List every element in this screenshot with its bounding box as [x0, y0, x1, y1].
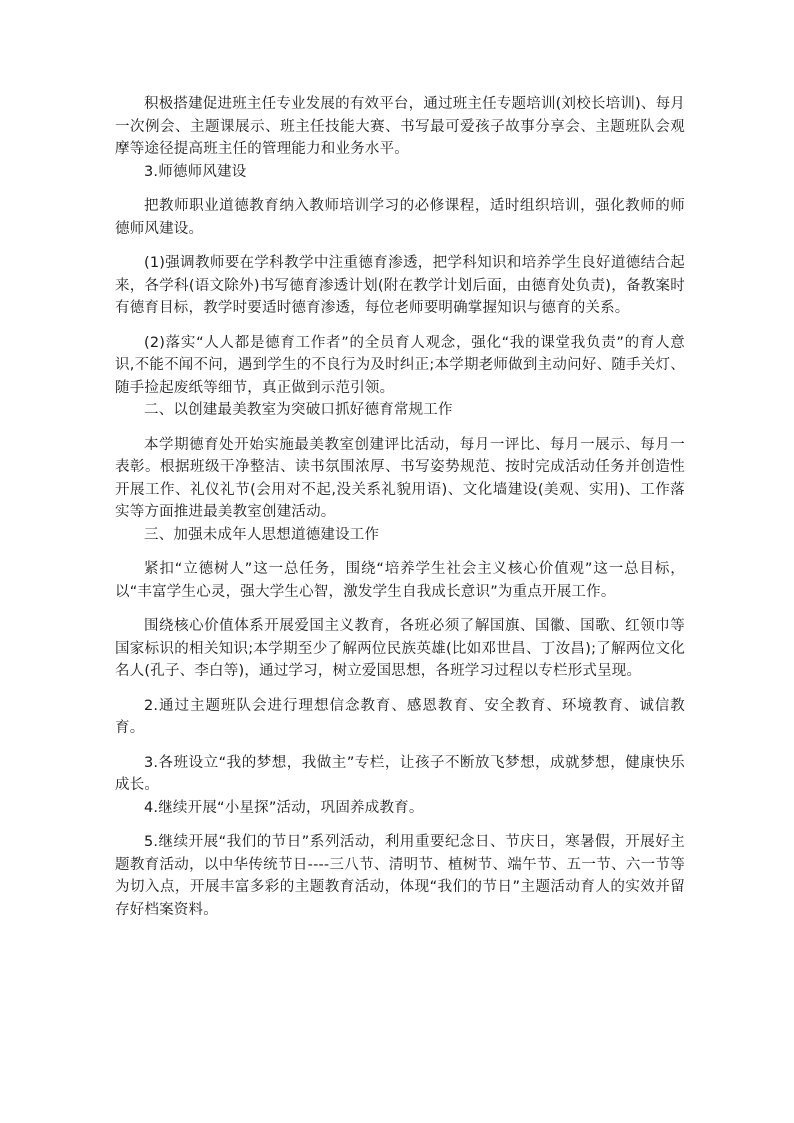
paragraph-classroom: 本学期德育处开始实施最美教室创建评比活动，每月一评比、每月一展示、每月一表彰。根据班级干净整洁、读书氛围浓厚、书写姿势规范、按时完成活动任务并创造性开展工作、礼仪礼节(会用对不起,没关系礼貌用语)、文化墙建设(美观、实用)、工作落实等方面推进最美教室创建活动。 [115, 436, 685, 520]
paragraph-item-5: 5.继续开展“我们的节日”系列活动，利用重要纪念日、节庆日，寒暑假，开展好主题教育活动，以中华传统节日----三八节、清明节、植树节、端午节、五一节、六一节等为切入点，开展丰富多彩的主题教育活动，体现“我们的节日”主题活动育人的实效并留存好档案资料。 [115, 834, 685, 918]
paragraph-item-4: 4.继续开展“小星探”活动，巩固养成教育。 [144, 799, 424, 816]
paragraph-minors-goal: 紧扣“立德树人”这一总任务，围绕“培养学生社会主义核心价值观”这一总目标，以“丰富学生心灵，强大学生心智，激发学生自我成长意识”为重点开展工作。 [115, 561, 685, 600]
paragraph-patriotism: 围绕核心价值体系开展爱国主义教育，各班必须了解国旗、国徽、国歌、红领巾等国家标识的相关知识;本学期至少了解两位民族英雄(比如邓世昌、丁汝昌);了解两位文化名人(孔子、李白等)，通过学习，树立爱国思想，各班学习过程以专栏形式呈现。 [115, 618, 685, 679]
paragraph-ethics-item-1: (1)强调教师要在学科教学中注重德育渗透，把学科知识和培养学生良好道德结合起来，各学科(语文除外)书写德育渗透计划(附在教学计划后面，由德育处负责)，备教案时有德育目标，教学时要适时德育渗透，每位老师要明确掌握知识与德育的关系。 [115, 255, 685, 316]
document-body [115, 93, 685, 921]
paragraph-item-2: 2.通过主题班队会进行理想信念教育、感恩教育、安全教育、环境教育、诚信教育。 [115, 697, 685, 736]
section-heading-ethics: 3.师德师风建设 [144, 163, 247, 180]
paragraph-ethics-training: 把教师职业道德教育纳入教师培训学习的必修课程，适时组织培训，强化教师的师德师风建设。 [115, 198, 685, 237]
paragraph-ethics-item-2: (2)落实“人人都是德育工作者”的全员育人观念，强化“我的课堂我负责”的育人意识,不能不闻不问，遇到学生的不良行为及时纠正;本学期老师做到主动问好、随手关灯、随手捡起废纸等细节，真正做到示范引领。 [115, 334, 685, 396]
section-heading-minors: 三、加强未成年人思想道德建设工作 [144, 526, 380, 543]
paragraph-item-3: 3.各班设立“我的梦想，我做主”专栏，让孩子不断放飞梦想，成就梦想，健康快乐成长。 [115, 754, 685, 793]
paragraph-teacher-platform: 积极搭建促进班主任专业发展的有效平台，通过班主任专题培训(刘校长培训)、每月一次例会、主题课展示、班主任技能大赛、书写最可爱孩子故事分享会、主题班队会观摩等途径提高班主任的管理能力和业务水平。 [115, 96, 685, 157]
section-heading-classroom: 二、以创建最美教室为突破口抓好德育常规工作 [144, 402, 453, 418]
